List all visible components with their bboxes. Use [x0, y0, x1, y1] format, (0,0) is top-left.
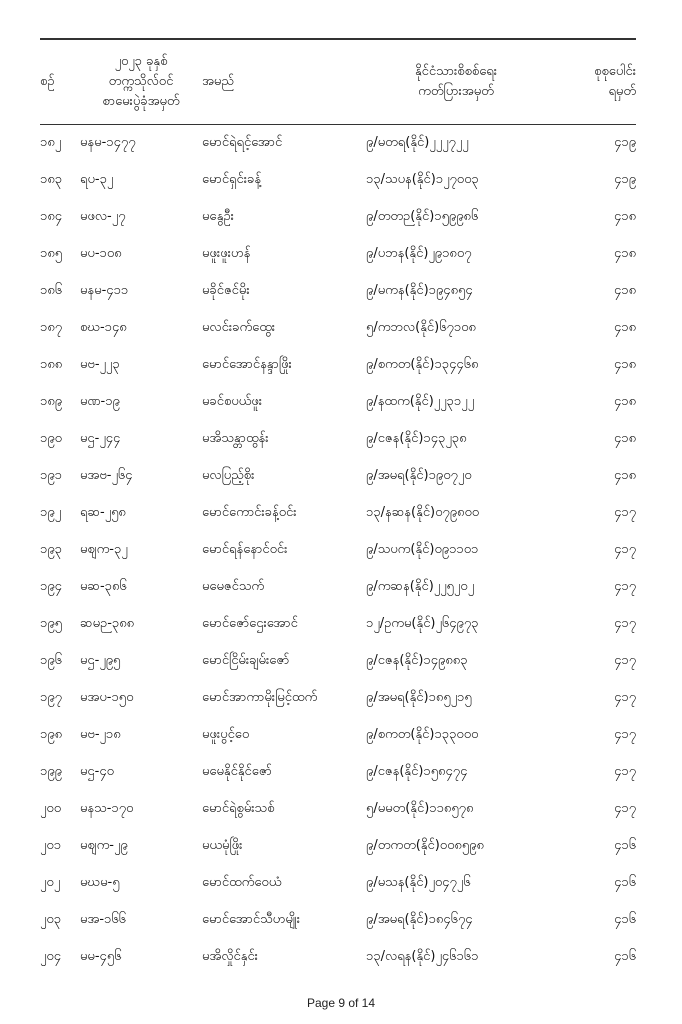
nrc-number-cell: ၁၃/လရန(နိုင်)၂၄၆၁၆၁: [366, 949, 479, 964]
nrc-number-cell: ၉/သပက(နိုင်)၀၉၁၁၀၁: [366, 542, 479, 557]
results-table: [40, 38, 636, 976]
nrc-number-cell: ၉/အမရ(နိုင်)၁၈၅၂၁၅: [366, 690, 472, 705]
name-cell: မခိုင်ဇင်မိုး: [202, 283, 250, 298]
table-row: [40, 569, 636, 606]
roll-number-cell: မအ-၁၆၆: [80, 912, 126, 927]
total-score-cell: ၄၁၆: [614, 912, 636, 927]
roll-number-cell: မဌ-၄၀: [80, 764, 114, 779]
name-cell: မောင်ရန်နောင်ဝင်း: [202, 542, 288, 557]
name-cell: မအိလှိုင်နှင်း: [202, 949, 258, 964]
total-score-cell: ၄၁၇: [614, 616, 636, 631]
total-score-cell: ၄၁၆: [614, 949, 636, 964]
name-cell: မခင်စပယ်ဖူး: [202, 394, 263, 409]
table-row: [40, 754, 636, 791]
table-row: [40, 643, 636, 680]
nrc-number-cell: ၁၃/နဆန(နိုင်)၀၇၉၈၀၀: [366, 505, 480, 520]
roll-number-cell: မဗ-၂၂၃: [80, 357, 120, 372]
total-score-cell: ၄၁၈: [613, 283, 636, 298]
roll-number-cell: ဆမဉ-၃၈၈: [80, 616, 135, 631]
table-row: [40, 495, 636, 532]
nrc-number-cell: ၉/ပဘန(နိုင်)၂၉၁၈၀၇: [366, 246, 472, 261]
name-cell: မောင်ရဲရင့်အောင်: [202, 135, 283, 150]
serial-no-cell: ၂၀၃: [40, 912, 62, 927]
name-cell: မောင်ကောင်းခန့်ဝင်း: [202, 505, 297, 520]
serial-no-cell: ၁၉၃: [40, 542, 62, 557]
header-nrc-number: နိုင်ငံသားစိစစ်ရေး ကတ်ပြားအမှတ်: [414, 64, 498, 99]
total-score-cell: ၄၁၆: [614, 838, 636, 853]
name-cell: မောင်အောင်နန္ဒာဖြိုး: [202, 357, 292, 372]
total-score-cell: ၄၁၉: [614, 172, 636, 187]
serial-no-cell: ၁၉၇: [40, 690, 62, 705]
name-cell: မမေနိုင်နိုင်ဇော်: [202, 764, 272, 779]
serial-no-cell: ၂၀၀: [40, 801, 62, 816]
serial-no-cell: ၂၀၁: [40, 838, 62, 853]
table-row: [40, 939, 636, 976]
table-row: [40, 902, 636, 939]
roll-number-cell: မနသ-၁၇၀: [80, 801, 134, 816]
name-cell: မယမုံဖြိုး: [202, 838, 243, 853]
serial-no-cell: ၁၈၆: [40, 283, 63, 298]
name-cell: မနွေဦး: [202, 209, 234, 224]
name-cell: မောင်အောင်သီဟမျိုး: [202, 912, 301, 927]
serial-no-cell: ၁၈၉: [40, 394, 63, 409]
table-row: [40, 532, 636, 569]
table-row: [40, 347, 636, 384]
serial-no-cell: ၁၈၄: [40, 209, 63, 224]
nrc-number-cell: ၉/ကဆန(နိုင်)၂၂၅၂၀၂: [366, 579, 474, 594]
page-number-footer: Page 9 of 14: [306, 996, 376, 1010]
nrc-number-cell: ၉/မသန(နိုင်)၂၀၄၇၂၆: [366, 875, 471, 890]
roll-number-cell: မနမ-၁၄၇၇: [80, 135, 136, 150]
roll-number-cell: မအဗ-၂၆၄: [80, 468, 133, 483]
header-name: အမည်: [202, 74, 234, 89]
nrc-number-cell: ၉/ငဇန(နိုင်)၁၅၈၄၇၄: [366, 764, 468, 779]
table-row: [40, 421, 636, 458]
roll-number-cell: မဈက-၂၉: [80, 838, 128, 853]
nrc-number-cell: ၅/မမတ(နိုင်)၁၁၈၅၇၈: [366, 801, 474, 816]
roll-number-cell: မဈက-၃၂: [80, 542, 128, 557]
total-score-cell: ၄၁၆: [614, 875, 636, 890]
serial-no-cell: ၁၈၇: [40, 320, 63, 335]
name-cell: မောင်ထက်ဝေယံ: [202, 875, 282, 890]
name-cell: မောင်ဇော်ဌေးအောင်: [202, 616, 298, 631]
nrc-number-cell: ၉/တတဉ(နိုင်)၁၅၉၉၈၆: [366, 209, 479, 224]
serial-no-cell: ၁၉၆: [40, 653, 62, 668]
roll-number-cell: မပ-၁၀၈: [80, 246, 122, 261]
roll-number-cell: ရပ-၃၂: [80, 172, 114, 187]
name-cell: မလပြည့်စိုး: [202, 468, 255, 483]
serial-no-cell: ၁၉၀: [40, 431, 62, 446]
name-cell: မဖူးပွင့်ဝေ: [202, 727, 250, 742]
serial-no-cell: ၁၉၂: [40, 505, 62, 520]
table-row: [40, 828, 636, 865]
name-cell: မလင်းခက်ထွေး: [202, 320, 276, 335]
header-total-score: စုစုပေါင်း ရမှတ်: [594, 64, 636, 99]
header-serial-no: စဉ်: [40, 74, 55, 89]
total-score-cell: ၄၁၇: [614, 727, 636, 742]
nrc-number-cell: ၁၂/ဥကမ(နိုင်)၂၆၄၉၇၃: [366, 616, 479, 631]
table-row: [40, 606, 636, 643]
total-score-cell: ၄၁၇: [614, 653, 636, 668]
total-score-cell: ၄၁၈: [613, 431, 636, 446]
roll-number-cell: မအပ-၁၅၀: [80, 690, 134, 705]
total-score-cell: ၄၁၈: [613, 357, 636, 372]
nrc-number-cell: ၉/နထက(နိုင်)၂၂၃၁၂၂: [366, 394, 474, 409]
table-row: [40, 199, 636, 236]
name-cell: မောင်ရှင်းခန့်: [202, 172, 262, 187]
nrc-number-cell: ၉/ငဇန(နိုင်)၁၄၃၂၃၈: [366, 431, 467, 446]
nrc-number-cell: ၉/တကတ(နိုင်)၀၀၈၅၉၈: [366, 838, 484, 853]
roll-number-cell: မဌ-၂၄၄: [80, 431, 121, 446]
total-score-cell: ၄၁၇: [614, 764, 636, 779]
serial-no-cell: ၂၀၄: [40, 949, 62, 964]
roll-number-cell: မဃမ-၅: [80, 875, 120, 890]
table-row: [40, 125, 636, 163]
serial-no-cell: ၁၉၅: [40, 616, 62, 631]
table-row: [40, 717, 636, 754]
serial-no-cell: ၁၈၈: [40, 357, 63, 372]
name-cell: မအိသန္တာထွန်း: [202, 431, 269, 446]
nrc-number-cell: ၉/အမရ(နိုင်)၁၈၄၆၇၄: [366, 912, 473, 927]
roll-number-cell: စဃ-၁၄၈: [80, 320, 127, 335]
table-row: [40, 680, 636, 717]
total-score-cell: ၄၁၇: [614, 690, 636, 705]
header-roll-number: ၂၀၂၃ ခုနှစ် တက္ကသိုလ်ဝင် စာမေးပွဲခုံအမှတ်: [102, 54, 180, 109]
total-score-cell: ၄၁၇: [614, 542, 636, 557]
serial-no-cell: ၁၉၉: [40, 764, 62, 779]
roll-number-cell: မဖလ-၂၇: [80, 209, 126, 224]
roll-number-cell: မဆ-၃၈၆: [80, 579, 127, 594]
roll-number-cell: မနမ-၄၁၁: [80, 283, 129, 298]
serial-no-cell: ၁၈၅: [40, 246, 63, 261]
table-row: [40, 162, 636, 199]
roll-number-cell: မဗ-၂၁၈: [80, 727, 121, 742]
total-score-cell: ၄၁၈: [613, 246, 636, 261]
nrc-number-cell: ၉/မကန(နိုင်)၁၉၄၈၅၄: [366, 283, 473, 298]
nrc-number-cell: ၉/စကတ(နိုင်)၁၃၄၄၆၈: [366, 357, 479, 372]
table-row: [40, 273, 636, 310]
nrc-number-cell: ၉/မတရ(နိုင်)၂၂၂၇၂၂: [366, 135, 469, 150]
total-score-cell: ၄၁၈: [613, 394, 636, 409]
nrc-number-cell: ၉/စကတ(နိုင်)၁၃၃၀၀၀: [366, 727, 479, 742]
table-row: [40, 458, 636, 495]
table-header-row: [40, 39, 636, 125]
roll-number-cell: မဌ-၂၉၅: [80, 653, 121, 668]
total-score-cell: ၄၁၇: [614, 505, 636, 520]
table-row: [40, 236, 636, 273]
name-cell: မောင်အာကာမိုးမြင့်ထက်: [202, 690, 318, 705]
table-row: [40, 384, 636, 421]
nrc-number-cell: ၁၃/သပန(နိုင်)၁၂၇၀၀၃: [366, 172, 479, 187]
nrc-number-cell: ၉/အမရ(နိုင်)၁၉၀၇၂၀: [366, 468, 472, 483]
name-cell: မဖူးဖူးဟန်: [202, 246, 251, 261]
name-cell: မောင်ရဲစွမ်းသစ်: [202, 801, 275, 816]
total-score-cell: ၄၁၇: [614, 579, 636, 594]
total-score-cell: ၄၁၇: [614, 801, 636, 816]
table-row: [40, 865, 636, 902]
roll-number-cell: မမ-၄၅၆: [80, 949, 122, 964]
table-row: [40, 310, 636, 347]
name-cell: မမေဇင်သက်: [202, 579, 265, 594]
serial-no-cell: ၂၀၂: [40, 875, 61, 890]
name-cell: မောင်ငြိမ်းချမ်းဇော်: [202, 653, 290, 668]
nrc-number-cell: ၉/ငဇန(နိုင်)၁၄၉၈၈၃: [366, 653, 468, 668]
total-score-cell: ၄၁၈: [613, 320, 636, 335]
roll-number-cell: ရဆ-၂၅၈: [80, 505, 126, 520]
serial-no-cell: ၁၉၄: [40, 579, 62, 594]
total-score-cell: ၄၁၈: [613, 468, 636, 483]
roll-number-cell: မဏ-၁၉: [80, 394, 120, 409]
total-score-cell: ၄၁၈: [613, 209, 636, 224]
serial-no-cell: ၁၈၃: [40, 172, 63, 187]
serial-no-cell: ၁၉၈: [40, 727, 63, 742]
serial-no-cell: ၁၉၁: [40, 468, 62, 483]
total-score-cell: ၄၁၉: [614, 135, 636, 150]
nrc-number-cell: ၅/ကဘလ(နိုင်)၆၇၁၀၈: [366, 320, 476, 335]
serial-no-cell: ၁၈၂: [40, 135, 62, 150]
table-row: [40, 791, 636, 828]
